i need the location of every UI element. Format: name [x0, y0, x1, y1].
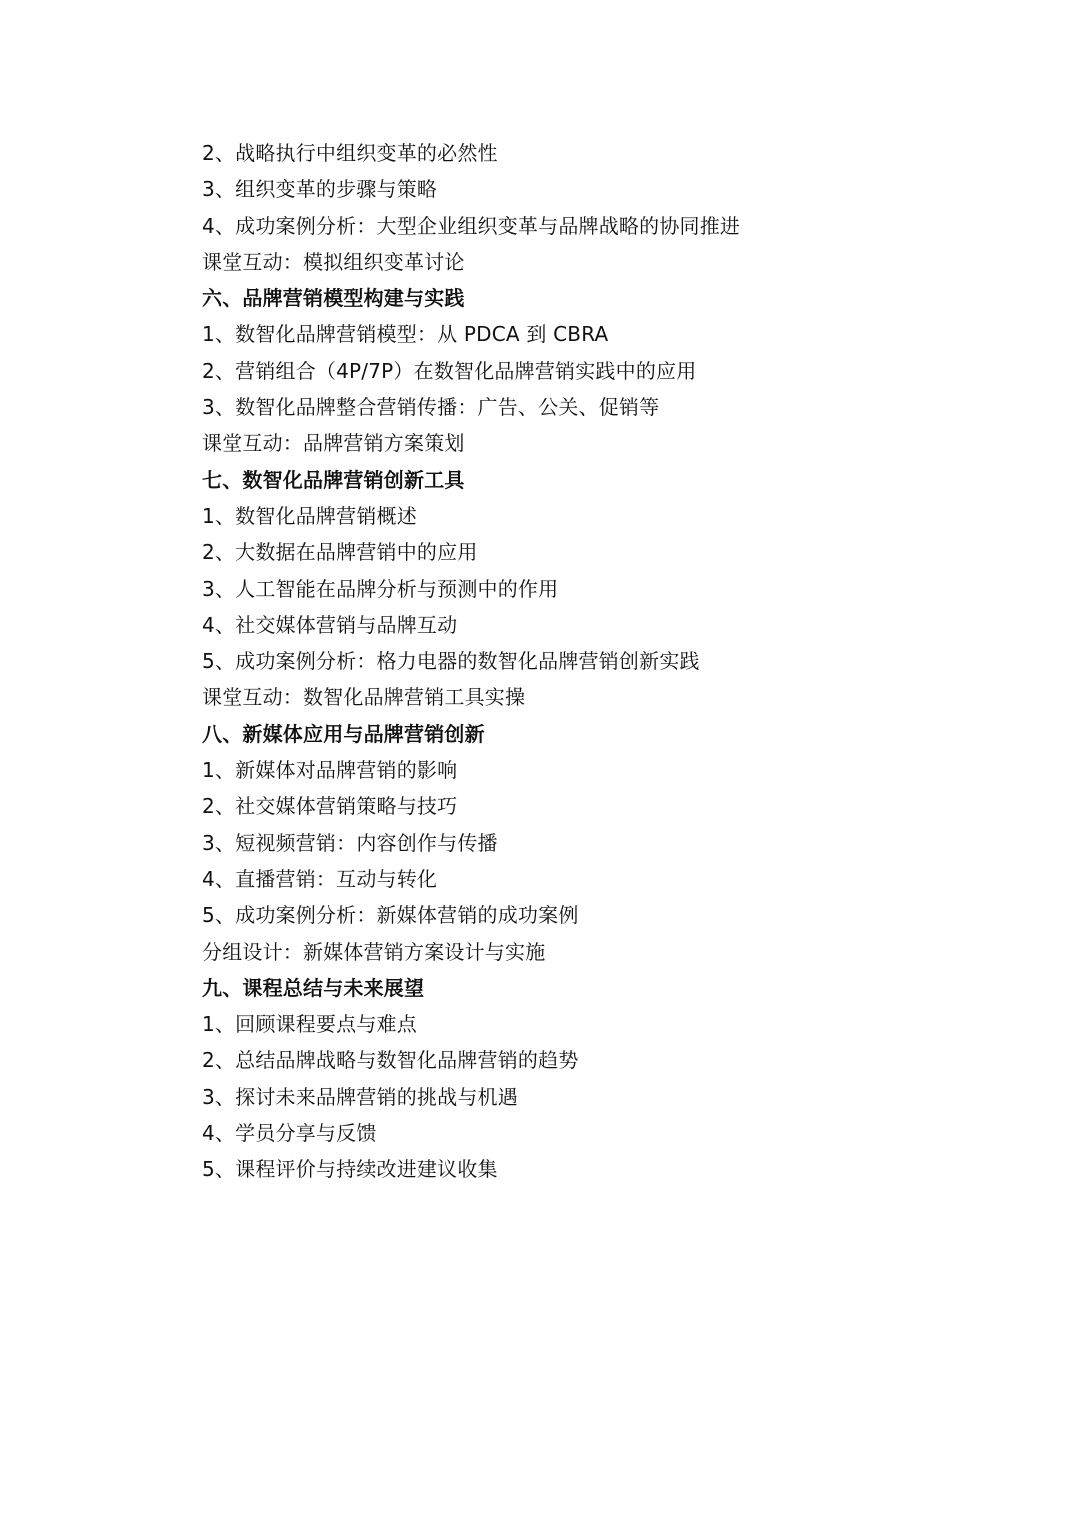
list-item: 3、数智化品牌整合营销传播：广告、公关、促销等: [202, 395, 660, 420]
section-heading: 九、课程总结与未来展望: [202, 975, 425, 1000]
list-item: 2、大数据在品牌营销中的应用: [202, 540, 478, 565]
list-item: 4、学员分享与反馈: [202, 1121, 377, 1146]
list-item: 4、直播营销：互动与转化: [202, 866, 438, 891]
list-item: 3、短视频营销：内容创作与传播: [202, 830, 498, 855]
list-item: 1、数智化品牌营销模型：从 PDCA 到 CBRA: [202, 322, 609, 347]
list-item: 2、战略执行中组织变革的必然性: [202, 141, 498, 165]
list-item: 5、成功案例分析：新媒体营销的成功案例: [202, 903, 579, 928]
list-item: 5、成功案例分析：格力电器的数智化品牌营销创新实践: [202, 649, 700, 674]
section-heading: 七、数智化品牌营销创新工具: [202, 467, 465, 492]
list-item: 2、社交媒体营销策略与技巧: [202, 794, 458, 819]
section-heading: 六、品牌营销模型构建与实践: [202, 286, 465, 311]
list-item: 2、总结品牌战略与数智化品牌营销的趋势: [202, 1048, 579, 1073]
classroom-activity: 课堂互动：模拟组织变革讨论: [202, 249, 465, 274]
list-item: 1、新媒体对品牌营销的影响: [202, 758, 458, 783]
list-item: 5、课程评价与持续改进建议收集: [202, 1157, 498, 1182]
list-item: 3、人工智能在品牌分析与预测中的作用: [202, 576, 559, 601]
list-item: 2、营销组合（4P/7P）在数智化品牌营销实践中的应用: [202, 358, 697, 383]
list-item: 4、社交媒体营销与品牌互动: [202, 612, 458, 637]
classroom-activity: 课堂互动：数智化品牌营销工具实操: [202, 685, 526, 710]
document-page: [202, 135, 1022, 1188]
list-item: 4、成功案例分析：大型企业组织变革与品牌战略的协同推进: [202, 213, 741, 238]
classroom-activity: 课堂互动：品牌营销方案策划: [202, 431, 465, 456]
list-item: 3、组织变革的步骤与策略: [202, 177, 438, 202]
list-item: 3、探讨未来品牌营销的挑战与机遇: [202, 1084, 518, 1109]
list-item: 1、数智化品牌营销概述: [202, 503, 417, 528]
group-activity: 分组设计：新媒体营销方案设计与实施: [202, 939, 546, 964]
section-heading: 八、新媒体应用与品牌营销创新: [202, 721, 485, 746]
list-item: 1、回顾课程要点与难点: [202, 1012, 417, 1037]
